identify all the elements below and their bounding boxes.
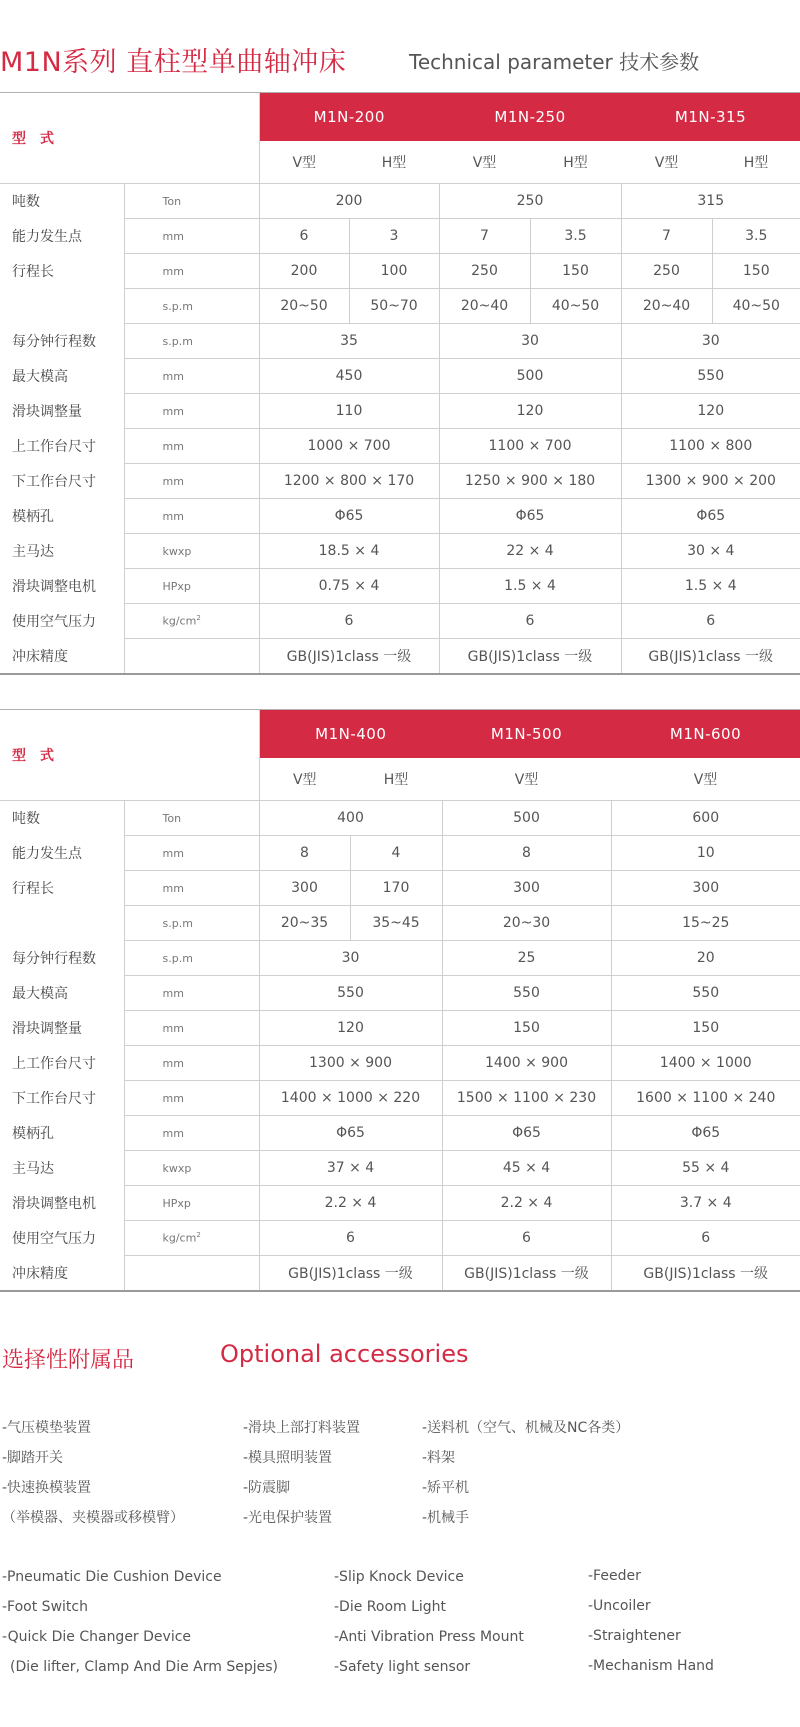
sub-type: V型 [259, 141, 349, 184]
accessory-item: -矫平机 [422, 1480, 470, 1496]
table-cell: 10 [611, 836, 800, 871]
table-cell: 1.5 × 4 [621, 569, 800, 604]
table-cell: 6 [442, 1221, 611, 1256]
table-cell: Φ65 [259, 1116, 442, 1151]
table-cell: 20 [611, 941, 800, 976]
row-label: 滑块调整量 [12, 1021, 82, 1037]
table-cell: 1250 × 900 × 180 [439, 464, 621, 499]
accessories-heading-en: Optional accessories [220, 1340, 469, 1368]
table-cell: 300 [611, 871, 800, 906]
table-cell: 18.5 × 4 [259, 534, 439, 569]
table-cell: 450 [259, 359, 439, 394]
accessory-item: -光电保护装置 [243, 1510, 333, 1526]
table-cell: 22 × 4 [439, 534, 621, 569]
row-unit: mm [124, 464, 259, 499]
table-cell: 20~30 [442, 906, 611, 941]
unit-superscript: 2 [196, 614, 201, 623]
table-cell: 120 [259, 1011, 442, 1046]
row-unit [124, 1221, 259, 1256]
accessory-item-en: -Mechanism Hand [588, 1658, 714, 1674]
table-cell: 3.7 × 4 [611, 1186, 800, 1221]
row-label: 滑块调整电机 [12, 579, 96, 595]
row-unit: mm [124, 1116, 259, 1151]
row-label: 吨数 [12, 811, 40, 828]
table-cell: 40~50 [712, 289, 800, 324]
table-row [0, 1151, 800, 1186]
table-row [0, 604, 800, 639]
table-row [0, 801, 800, 836]
accessory-item-en: -Safety light sensor [334, 1659, 471, 1675]
table-cell: 200 [259, 184, 439, 219]
table-cell: 37 × 4 [259, 1151, 442, 1186]
table-cell: 300 [259, 871, 350, 906]
model-name: M1N-500 [442, 710, 611, 758]
table-cell: 250 [439, 184, 621, 219]
row-label: 滑块调整电机 [12, 1196, 96, 1212]
accessory-item: -送料机（空气、机械及NC各类） [422, 1420, 630, 1436]
table-cell: 150 [611, 1011, 800, 1046]
table-cell: 20~40 [621, 289, 712, 324]
unit-text: kg/cm [162, 614, 197, 628]
accessory-item-en: -Uncoiler [588, 1598, 651, 1614]
table-cell: 30 [259, 941, 442, 976]
row-unit: mm [124, 871, 259, 906]
table-cell: 20~50 [259, 289, 349, 324]
table-row [0, 1116, 800, 1151]
row-unit: Ton [124, 184, 259, 219]
table-row [0, 499, 800, 534]
table-cell: 1500 × 1100 × 230 [442, 1081, 611, 1116]
table-cell: 1000 × 700 [259, 429, 439, 464]
table-row [0, 1046, 800, 1081]
table-cell: 2.2 × 4 [442, 1186, 611, 1221]
table-row [0, 1186, 800, 1221]
table-cell: 8 [442, 836, 611, 871]
row-label: 最大模高 [12, 369, 68, 385]
row-label: 每分钟行程数 [12, 951, 96, 967]
table-cell: 550 [442, 976, 611, 1011]
table-cell: 120 [621, 394, 800, 429]
table-cell: 35~45 [350, 906, 442, 941]
row-label: 冲床精度 [12, 1265, 68, 1282]
row-unit: HPxp [124, 1186, 259, 1221]
table-row [0, 394, 800, 429]
accessory-item: -气压模垫装置 [2, 1420, 92, 1436]
row-unit: mm [124, 254, 259, 289]
row-unit: kwxp [124, 1151, 259, 1186]
table-cell: 40~50 [530, 289, 621, 324]
table-cell: 45 × 4 [442, 1151, 611, 1186]
table-header-row [0, 93, 800, 141]
table-cell: 50~70 [349, 289, 439, 324]
table-cell: 6 [621, 604, 800, 639]
row-label: 每分钟行程数 [12, 334, 96, 350]
table-cell: Φ65 [611, 1116, 800, 1151]
table-cell: Φ65 [621, 499, 800, 534]
table-cell: Φ65 [439, 499, 621, 534]
table-row [0, 359, 800, 394]
row-unit [124, 1256, 259, 1291]
table-cell: 1400 × 1000 × 220 [259, 1081, 442, 1116]
model-label: 型 式 [0, 93, 259, 184]
row-label: 吨数 [12, 194, 40, 211]
table-cell: 8 [259, 836, 350, 871]
row-unit: mm [124, 219, 259, 254]
table-cell: 0.75 × 4 [259, 569, 439, 604]
table-cell: 15~25 [611, 906, 800, 941]
row-unit: mm [124, 976, 259, 1011]
row-label [0, 906, 124, 941]
row-unit: Ton [124, 801, 259, 836]
page-subtitle: Technical parameter 技术参数 [409, 50, 700, 74]
table-cell: 1400 × 900 [442, 1046, 611, 1081]
table-cell: GB(JIS)1class 一级 [259, 639, 439, 674]
row-label: 主马达 [12, 1161, 54, 1177]
table-row [0, 1011, 800, 1046]
row-unit: HPxp [124, 569, 259, 604]
table-cell: 3 [349, 219, 439, 254]
row-unit: s.p.m [124, 941, 259, 976]
table-cell: 30 [621, 324, 800, 359]
page-title: M1N系列 直柱型单曲轴冲床 [0, 47, 347, 78]
table-cell: 170 [350, 871, 442, 906]
accessory-item: -脚踏开关 [2, 1450, 64, 1466]
table-cell: 20~40 [439, 289, 530, 324]
accessory-item-en: -Straightener [588, 1628, 681, 1644]
table-row [0, 639, 800, 674]
unit-superscript: 2 [196, 1231, 201, 1240]
accessory-item: -快速换模装置 [2, 1480, 92, 1496]
row-label: 使用空气压力 [12, 614, 96, 630]
table-cell: 3.5 [530, 219, 621, 254]
table-cell: 1300 × 900 [259, 1046, 442, 1081]
accessory-item-en: -Die Room Light [334, 1599, 447, 1615]
row-unit: kwxp [124, 534, 259, 569]
table-cell: 7 [621, 219, 712, 254]
sub-type: H型 [349, 141, 439, 184]
table-row [0, 534, 800, 569]
row-unit: mm [124, 394, 259, 429]
sub-type: V型 [621, 141, 712, 184]
table-cell: 3.5 [712, 219, 800, 254]
table-cell: 30 × 4 [621, 534, 800, 569]
row-unit: mm [124, 1046, 259, 1081]
table-cell: Φ65 [259, 499, 439, 534]
accessory-item-en: -Feeder [588, 1568, 641, 1584]
row-unit: mm [124, 836, 259, 871]
row-unit: mm [124, 1081, 259, 1116]
row-unit: mm [124, 1011, 259, 1046]
table-cell: 110 [259, 394, 439, 429]
table-row [0, 569, 800, 604]
table-row [0, 1081, 800, 1116]
table-cell: 315 [621, 184, 800, 219]
model-name: M1N-200 [259, 93, 439, 141]
accessories-heading-cn: 选择性附属品 [2, 1348, 135, 1373]
table-cell: 1100 × 700 [439, 429, 621, 464]
table-row [0, 836, 800, 871]
table-row [0, 184, 800, 219]
table-cell: 500 [442, 801, 611, 836]
table-cell: 1400 × 1000 [611, 1046, 800, 1081]
row-label: 模柄孔 [12, 509, 54, 525]
row-unit [124, 604, 259, 639]
row-unit: s.p.m [124, 324, 259, 359]
row-label: 使用空气压力 [12, 1231, 96, 1247]
model-name: M1N-315 [621, 93, 800, 141]
row-label: 模柄孔 [12, 1126, 54, 1142]
row-unit: mm [124, 359, 259, 394]
row-unit: s.p.m [124, 289, 259, 324]
sub-type: H型 [350, 758, 442, 801]
table-cell: 250 [439, 254, 530, 289]
table-row [0, 219, 800, 254]
table-row [0, 464, 800, 499]
model-name: M1N-400 [259, 710, 442, 758]
table-row [0, 1256, 800, 1291]
table-cell: 550 [259, 976, 442, 1011]
table-row [0, 289, 800, 324]
table-cell: 500 [439, 359, 621, 394]
sub-type: H型 [530, 141, 621, 184]
table-cell: GB(JIS)1class 一级 [621, 639, 800, 674]
row-label: 行程长 [12, 264, 54, 280]
table-cell: 150 [442, 1011, 611, 1046]
table-cell: 20~35 [259, 906, 350, 941]
accessory-item: （举模器、夹模器或移模臂） [2, 1510, 184, 1526]
table-cell: 250 [621, 254, 712, 289]
accessory-item-en: (Die lifter, Clamp And Die Arm Sepjes) [10, 1659, 278, 1675]
table-row [0, 1221, 800, 1256]
table-cell: 35 [259, 324, 439, 359]
row-label: 行程长 [12, 881, 54, 897]
sub-type: H型 [712, 141, 800, 184]
table-cell: 25 [442, 941, 611, 976]
table-row [0, 871, 800, 906]
row-label: 下工作台尺寸 [12, 1091, 96, 1107]
table-cell: 30 [439, 324, 621, 359]
row-label: 主马达 [12, 544, 54, 560]
table-header-row [0, 710, 800, 758]
spec-table-1 [0, 93, 800, 673]
table-cell: 1600 × 1100 × 240 [611, 1081, 800, 1116]
table-row [0, 941, 800, 976]
sub-type: V型 [442, 758, 611, 801]
row-label: 上工作台尺寸 [12, 439, 96, 455]
table-cell: 55 × 4 [611, 1151, 800, 1186]
accessory-item-en: -Pneumatic Die Cushion Device [2, 1569, 222, 1585]
table-row [0, 976, 800, 1011]
table-cell: 6 [611, 1221, 800, 1256]
model-label: 型 式 [0, 710, 259, 801]
row-label: 能力发生点 [12, 229, 82, 245]
table-row [0, 906, 800, 941]
table-row [0, 324, 800, 359]
table-cell: 6 [259, 604, 439, 639]
table-cell: 1200 × 800 × 170 [259, 464, 439, 499]
accessory-item-en: -Foot Switch [2, 1599, 88, 1615]
table-cell: 120 [439, 394, 621, 429]
accessory-item: -防震脚 [243, 1480, 291, 1496]
sub-type: V型 [259, 758, 350, 801]
table-cell: GB(JIS)1class 一级 [442, 1256, 611, 1291]
row-label: 能力发生点 [12, 846, 82, 862]
table-cell: 7 [439, 219, 530, 254]
page-header [0, 40, 800, 80]
model-name: M1N-600 [611, 710, 800, 758]
accessory-item: -滑块上部打料装置 [243, 1420, 361, 1436]
unit-text: kg/cm [162, 1231, 197, 1245]
table1-bottom-rule [0, 673, 800, 675]
row-label: 滑块调整量 [12, 404, 82, 420]
accessory-item: -料架 [422, 1450, 456, 1466]
model-name: M1N-250 [439, 93, 621, 141]
table-row [0, 429, 800, 464]
accessory-item-en: -Slip Knock Device [334, 1569, 464, 1585]
accessory-item-en: -Anti Vibration Press Mount [334, 1629, 524, 1645]
table-cell: 6 [259, 219, 349, 254]
table-cell: 550 [621, 359, 800, 394]
row-label: 下工作台尺寸 [12, 474, 96, 490]
table-cell: 200 [259, 254, 349, 289]
table-cell: 1.5 × 4 [439, 569, 621, 604]
row-unit: s.p.m [124, 906, 259, 941]
table-cell: GB(JIS)1class 一级 [259, 1256, 442, 1291]
row-label: 冲床精度 [12, 648, 68, 665]
table-cell: 300 [442, 871, 611, 906]
row-unit: mm [124, 499, 259, 534]
table-cell: GB(JIS)1class 一级 [611, 1256, 800, 1291]
sub-type: V型 [611, 758, 800, 801]
row-unit: mm [124, 429, 259, 464]
table-cell: 6 [259, 1221, 442, 1256]
row-unit [124, 639, 259, 674]
table2-bottom-rule [0, 1290, 800, 1292]
table-cell: 1300 × 900 × 200 [621, 464, 800, 499]
table-cell: 6 [439, 604, 621, 639]
table-cell: 100 [349, 254, 439, 289]
table-cell: Φ65 [442, 1116, 611, 1151]
row-label [0, 289, 124, 324]
table-cell: 1100 × 800 [621, 429, 800, 464]
table-cell: 550 [611, 976, 800, 1011]
spec-table-2 [0, 710, 800, 1290]
table-cell: 4 [350, 836, 442, 871]
row-label: 上工作台尺寸 [12, 1056, 96, 1072]
table-cell: 2.2 × 4 [259, 1186, 442, 1221]
table-cell: 150 [712, 254, 800, 289]
table-cell: 600 [611, 801, 800, 836]
row-label: 最大模高 [12, 986, 68, 1002]
table-cell: GB(JIS)1class 一级 [439, 639, 621, 674]
accessory-item-en: -Quick Die Changer Device [2, 1629, 192, 1645]
table-cell: 150 [530, 254, 621, 289]
accessory-item: -模具照明装置 [243, 1450, 333, 1466]
accessory-item: -机械手 [422, 1510, 470, 1526]
sub-type: V型 [439, 141, 530, 184]
table-cell: 400 [259, 801, 442, 836]
table-row [0, 254, 800, 289]
